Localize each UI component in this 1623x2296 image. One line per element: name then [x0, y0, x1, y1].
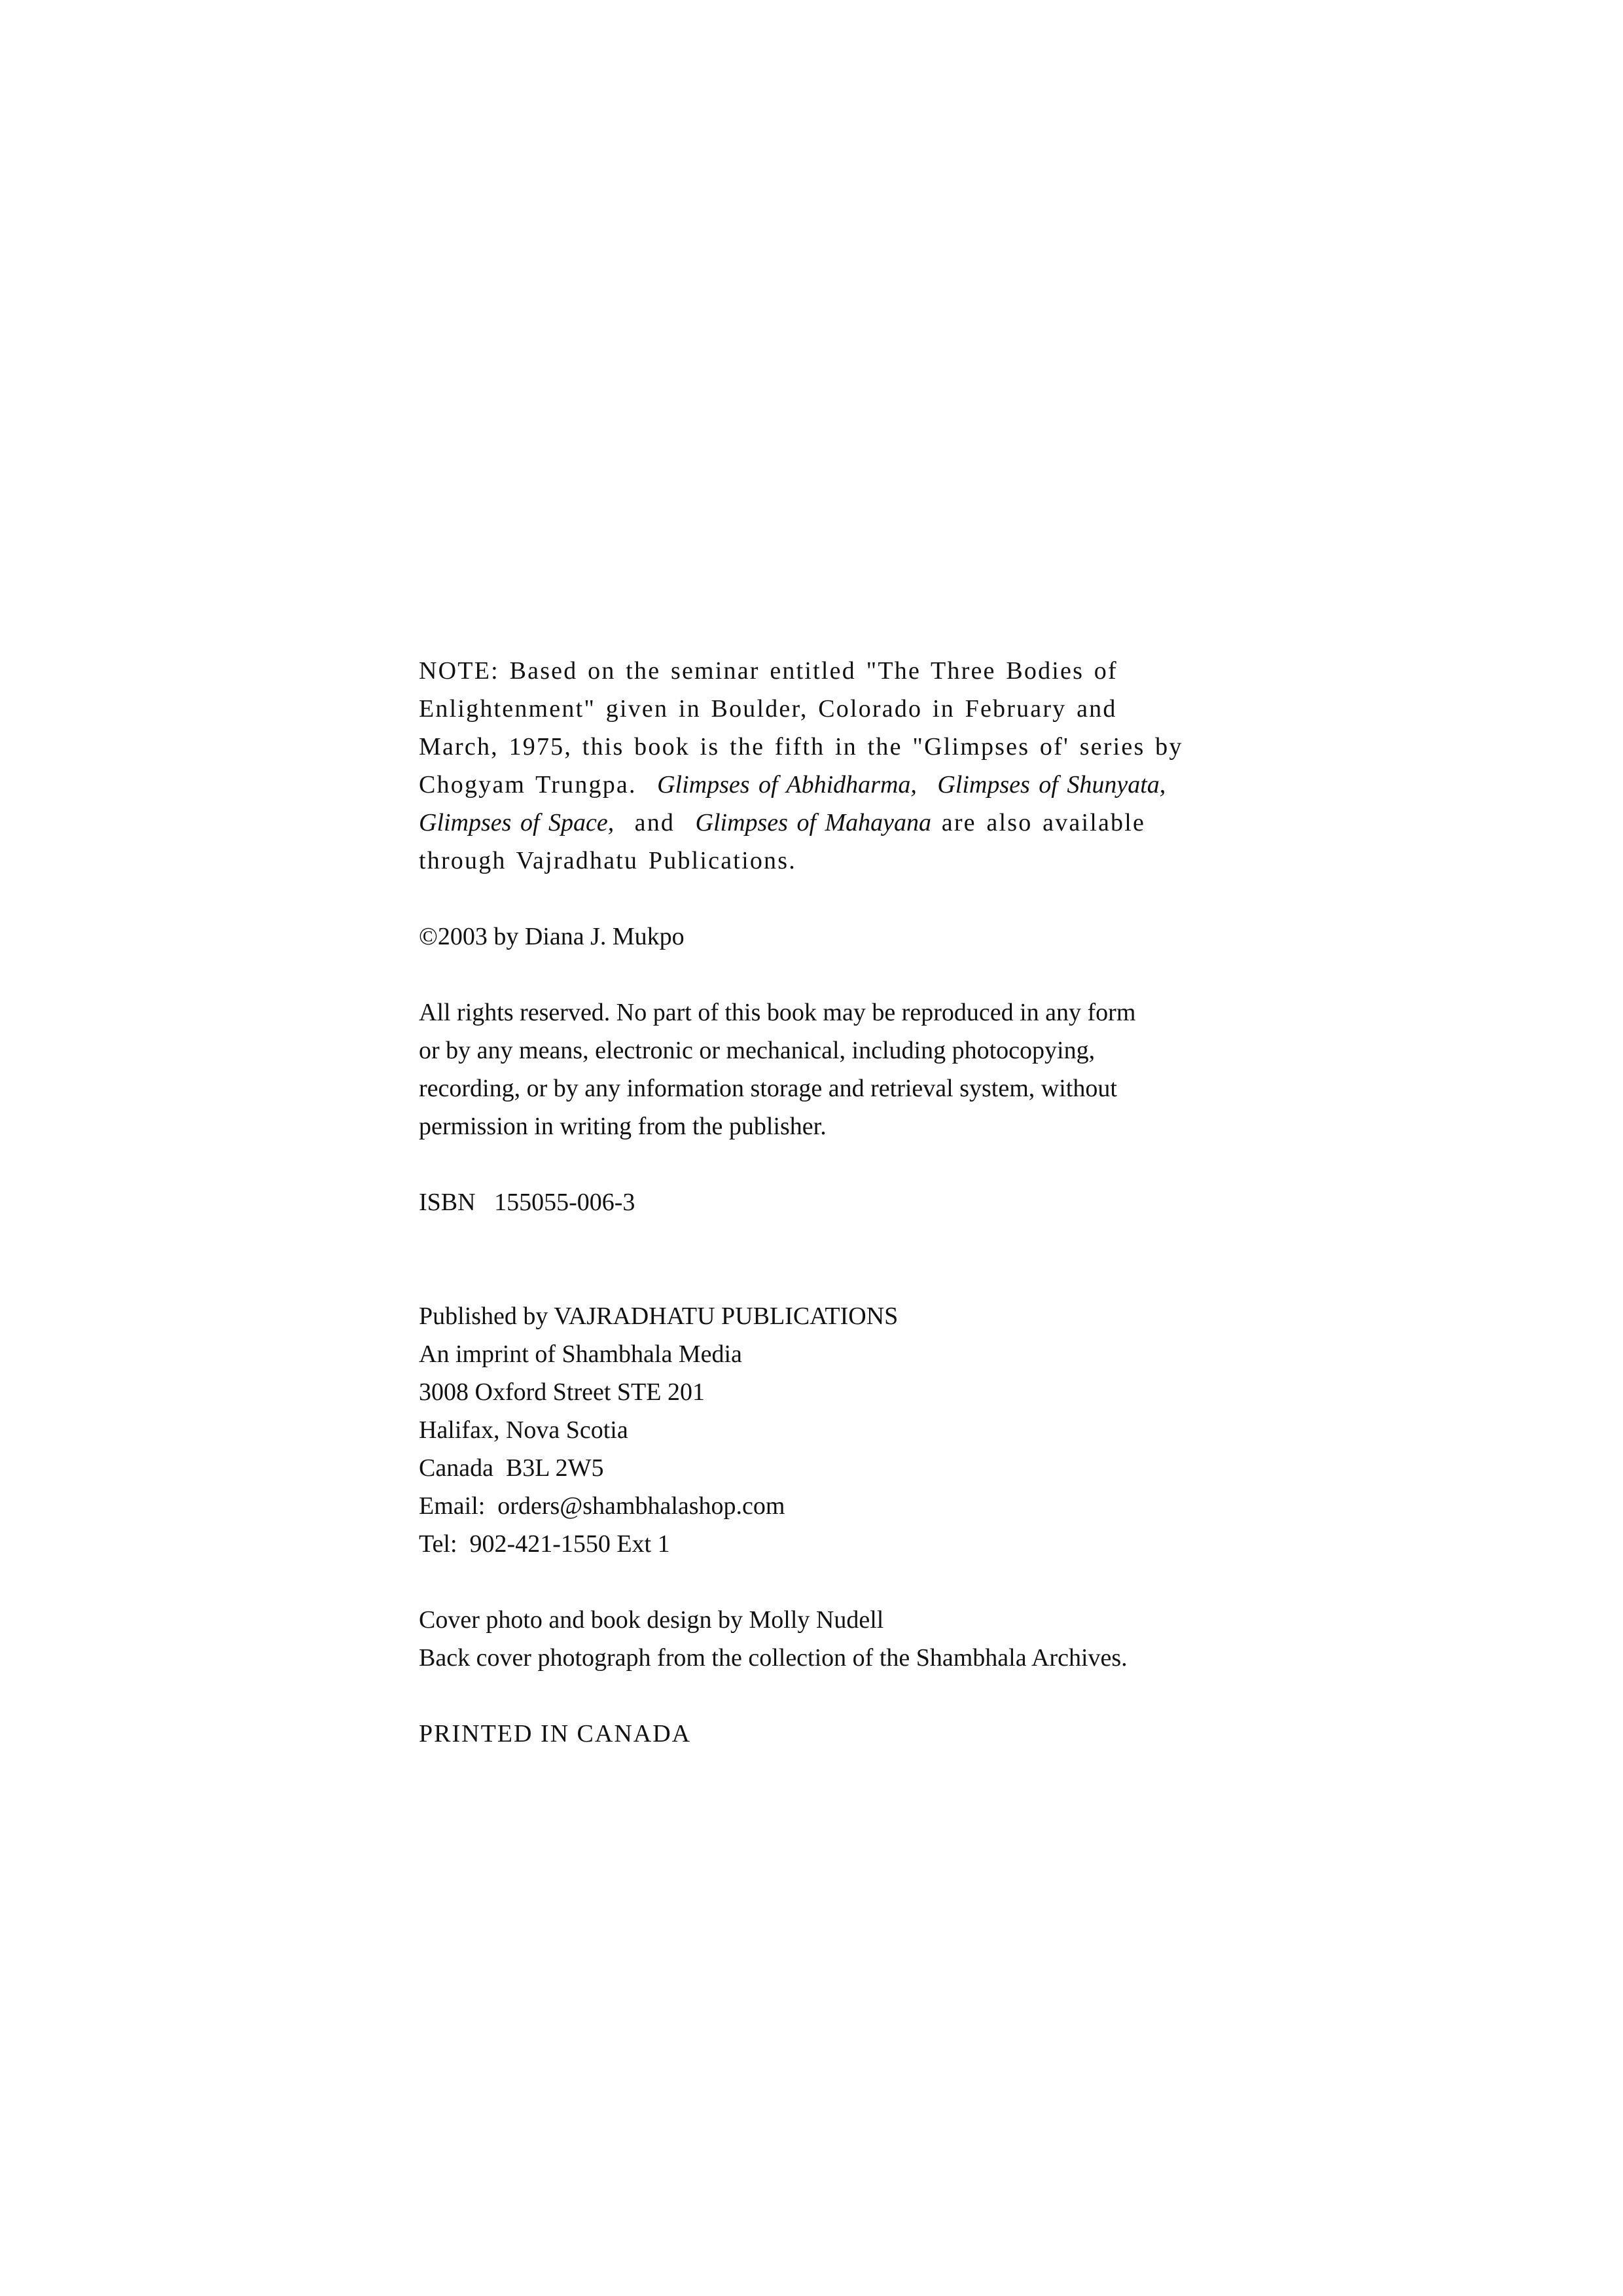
note-line-6: through Vajradhatu Publications. [419, 847, 796, 874]
note-paragraph [419, 652, 1270, 880]
rights-line-3: recording, or by any information storage and retrieval system, without [419, 1075, 1117, 1102]
publisher-block [419, 1297, 1270, 1563]
title-glimpses-mahayana: Glimpses of Mahayana [695, 809, 932, 836]
rights-line-2: or by any means, electronic or mechanical, including photocopying, [419, 1037, 1096, 1064]
publisher-line-1: Published by VAJRADHATU PUBLICATIONS [419, 1302, 899, 1330]
printed-in-line: PRINTED IN CANADA [419, 1720, 692, 1748]
publisher-line-2: An imprint of Shambhala Media [419, 1340, 742, 1368]
publisher-line-3: 3008 Oxford Street STE 201 [419, 1378, 705, 1406]
note-line-5: Glimpses of Space, and Glimpses of Mahayana are also available [419, 809, 1146, 836]
note-line-1: NOTE: Based on the seminar entitled "The Three Bodies of [419, 657, 1118, 685]
title-glimpses-space: Glimpses of Space, [419, 809, 615, 836]
credits-line-2: Back cover photograph from the collection of the Shambhala Archives. [419, 1644, 1128, 1672]
copyright-page [419, 652, 1270, 1753]
credits-line-1: Cover photo and book design by Molly Nudell [419, 1606, 884, 1634]
publisher-phone: Tel: 902-421-1550 Ext 1 [419, 1530, 670, 1558]
publisher-line-4: Halifax, Nova Scotia [419, 1416, 628, 1444]
isbn-line: ISBN 155055-006-3 [419, 1189, 635, 1216]
copyright-line: ©2003 by Diana J. Mukpo [419, 923, 685, 950]
note-line-4: Chogyam Trungpa. Glimpses of Abhidharma, Glimpses of Shunyata, [419, 771, 1166, 798]
rights-line-1: All rights reserved. No part of this book may be reproduced in any form [419, 999, 1136, 1026]
title-glimpses-abhidharma: Glimpses of Abhidharma, [657, 771, 917, 798]
publisher-line-5: Canada B3L 2W5 [419, 1454, 604, 1482]
note-line-2: Enlightenment" given in Boulder, Colorado in February and [419, 695, 1117, 723]
credits-block [419, 1601, 1270, 1677]
rights-line-4: permission in writing from the publisher. [419, 1113, 827, 1140]
rights-paragraph [419, 994, 1270, 1145]
publisher-email: Email: orders@shambhalashop.com [419, 1492, 785, 1520]
note-line-3: March, 1975, this book is the fifth in the "Glimpses of' series by [419, 733, 1183, 761]
note-label: NOTE: [419, 657, 499, 685]
title-glimpses-shunyata: Glimpses of Shunyata, [937, 771, 1166, 798]
